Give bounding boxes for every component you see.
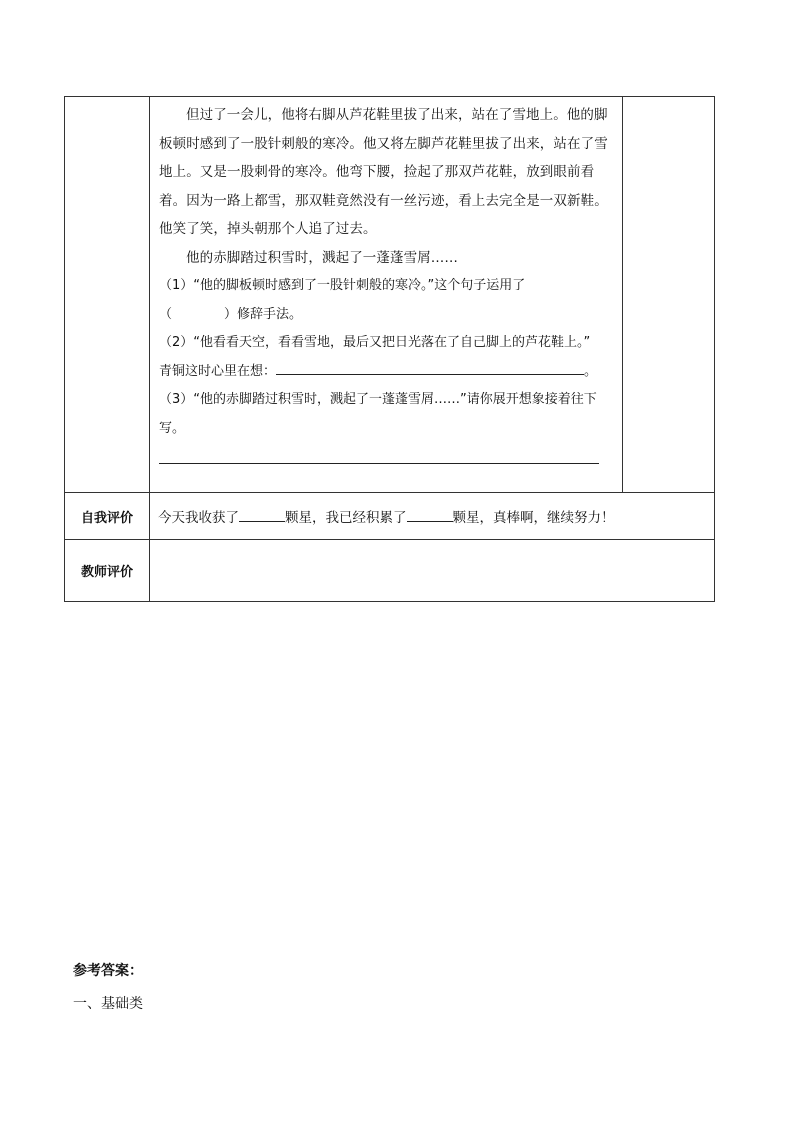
self-evaluation-row	[65, 493, 715, 540]
stars-earned-blank[interactable]	[239, 509, 285, 522]
row-label-empty	[65, 97, 150, 493]
answer-line-3[interactable]	[159, 463, 599, 464]
passage-paragraph-1: 但过了一会儿，他将右脚从芦花鞋里拔了出来，站在了雪地上。他的脚板顿时感到了一股针刺般的寒冷。他又将左脚芦花鞋里拔了出来，站在了雪地上。又是一股刺骨的寒冷。他弯下腰，捡起了那双芦花鞋，放到眼前看着。因为一路上都雪，那双鞋竟然没有一丝污迹，看上去完全是一双新鞋。他笑了笑，掉头朝那个人追了过去。	[159, 107, 608, 237]
reference-answers-title: 参考答案：	[73, 963, 143, 979]
teacher-evaluation-label: 教师评价	[65, 540, 150, 602]
question-2-period: 。	[584, 363, 598, 379]
question-1-line-2	[159, 301, 612, 330]
teacher-evaluation-cell[interactable]	[150, 540, 715, 602]
self-evaluation-text	[150, 493, 715, 540]
passage-cell	[150, 97, 623, 493]
stars-total-blank[interactable]	[407, 509, 453, 522]
question-3: （3）“他的赤脚踏过积雪时，溅起了一蓬蓬雪屑……”请你展开想象接着往下写。	[159, 392, 597, 436]
self-eval-text-a: 今天我收获了	[158, 510, 239, 526]
right-column-empty	[623, 97, 715, 493]
self-evaluation-label: 自我评价	[65, 493, 150, 540]
self-eval-text-b: 颗星，我已经积累了	[285, 510, 407, 526]
answer-blank-2[interactable]	[276, 360, 584, 375]
question-1-line-1: （1）“他的脚板顿时感到了一股针刺般的寒冷。”这个句子运用了	[159, 278, 526, 293]
question-2-line-1: （2）“他看看天空，看看雪地，最后又把日光落在了自己脚上的芦花鞋上。”	[159, 335, 591, 350]
question-2-line-2	[159, 358, 612, 387]
question-1-close-paren: ）修辞手法。	[224, 306, 303, 322]
passage-paragraph-2: 他的赤脚踏过积雪时，溅起了一蓬蓬雪屑……	[186, 249, 458, 266]
self-eval-text-c: 颗星，真棒啊，继续努力！	[452, 510, 615, 526]
question-1-open-paren: （	[159, 306, 173, 322]
teacher-evaluation-row	[65, 540, 715, 602]
worksheet-table	[64, 96, 715, 602]
question-2-prompt: 青铜这时心里在想：	[159, 363, 277, 379]
reference-section-heading: 一、基础类	[73, 996, 143, 1012]
passage-row	[65, 97, 715, 493]
